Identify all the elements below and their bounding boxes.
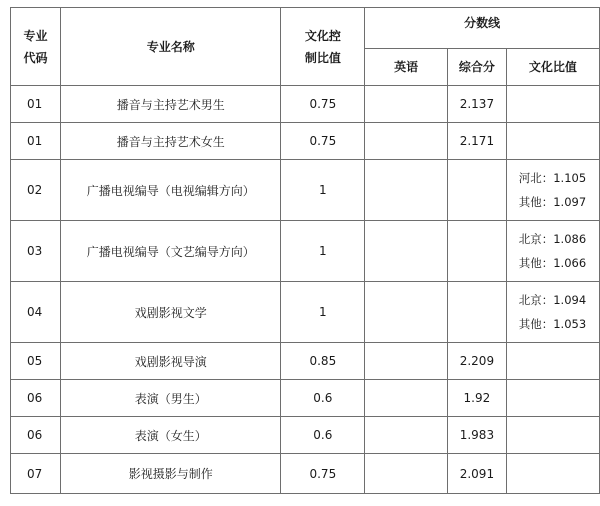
cell-culture-ratio	[506, 282, 599, 343]
cell-english	[365, 221, 448, 282]
cell-composite: 2.091	[448, 454, 507, 494]
culture-line: 河北：1.105	[518, 171, 587, 185]
culture-line: 北京：1.086	[518, 232, 587, 246]
cell-name: 戏剧影视导演	[60, 343, 281, 380]
cell-composite	[448, 282, 507, 343]
cell-english	[365, 282, 448, 343]
cell-code: 01	[11, 123, 61, 160]
cell-code: 01	[11, 86, 61, 123]
cell-name: 播音与主持艺术男生	[60, 86, 281, 123]
culture-line: 其他：1.053	[518, 317, 587, 331]
cell-code: 06	[11, 417, 61, 454]
header-row-1	[11, 8, 600, 49]
cell-name: 戏剧影视文学	[60, 282, 281, 343]
cell-composite: 2.209	[448, 343, 507, 380]
cell-name: 表演（女生）	[60, 417, 281, 454]
cell-culture-ratio	[506, 86, 599, 123]
cell-ratio: 1	[281, 160, 365, 221]
culture-line: 北京：1.094	[518, 293, 587, 307]
cell-culture-ratio	[506, 454, 599, 494]
table-row	[11, 221, 600, 282]
header-name: 专业名称	[60, 8, 281, 86]
cell-composite: 2.137	[448, 86, 507, 123]
table-row	[11, 417, 600, 454]
cell-code: 05	[11, 343, 61, 380]
score-table	[10, 7, 600, 494]
cell-culture-ratio	[506, 160, 599, 221]
cell-code: 07	[11, 454, 61, 494]
header-composite: 综合分	[448, 49, 507, 86]
table-row	[11, 123, 600, 160]
table-row	[11, 160, 600, 221]
header-ratio	[281, 8, 365, 86]
header-ratio-line2: 制比值	[304, 50, 341, 65]
cell-ratio: 0.6	[281, 380, 365, 417]
cell-name: 影视摄影与制作	[60, 454, 281, 494]
cell-composite	[448, 221, 507, 282]
cell-ratio: 0.75	[281, 454, 365, 494]
cell-code: 02	[11, 160, 61, 221]
cell-english	[365, 454, 448, 494]
cell-composite	[448, 160, 507, 221]
cell-name: 表演（男生）	[60, 380, 281, 417]
cell-culture-ratio	[506, 221, 599, 282]
cell-ratio: 0.6	[281, 417, 365, 454]
table-row	[11, 343, 600, 380]
cell-culture-ratio	[506, 343, 599, 380]
table-row	[11, 454, 600, 494]
cell-culture-ratio	[506, 417, 599, 454]
cell-english	[365, 380, 448, 417]
cell-ratio: 1	[281, 221, 365, 282]
cell-english	[365, 123, 448, 160]
cell-composite: 2.171	[448, 123, 507, 160]
cell-name: 广播电视编导（电视编辑方向）	[60, 160, 281, 221]
cell-code: 03	[11, 221, 61, 282]
table-row	[11, 380, 600, 417]
cell-name: 广播电视编导（文艺编导方向）	[60, 221, 281, 282]
cell-ratio: 0.85	[281, 343, 365, 380]
cell-culture-ratio	[506, 380, 599, 417]
header-code	[11, 8, 61, 86]
cell-ratio: 0.75	[281, 86, 365, 123]
cell-ratio: 1	[281, 282, 365, 343]
cell-composite: 1.92	[448, 380, 507, 417]
cell-culture-ratio	[506, 123, 599, 160]
header-code-line2: 代码	[23, 50, 48, 65]
header-code-line1: 专业	[23, 28, 48, 43]
cell-code: 06	[11, 380, 61, 417]
table-row	[11, 282, 600, 343]
culture-line: 其他：1.066	[518, 256, 587, 270]
header-culture-ratio: 文化比值	[506, 49, 599, 86]
header-english: 英语	[365, 49, 448, 86]
cell-composite: 1.983	[448, 417, 507, 454]
header-score-line: 分数线	[365, 8, 600, 49]
header-ratio-line1: 文化控	[304, 28, 341, 43]
culture-line: 其他：1.097	[518, 195, 587, 209]
table-row	[11, 86, 600, 123]
cell-english	[365, 417, 448, 454]
cell-ratio: 0.75	[281, 123, 365, 160]
cell-english	[365, 86, 448, 123]
cell-english	[365, 160, 448, 221]
cell-english	[365, 343, 448, 380]
cell-name: 播音与主持艺术女生	[60, 123, 281, 160]
cell-code: 04	[11, 282, 61, 343]
